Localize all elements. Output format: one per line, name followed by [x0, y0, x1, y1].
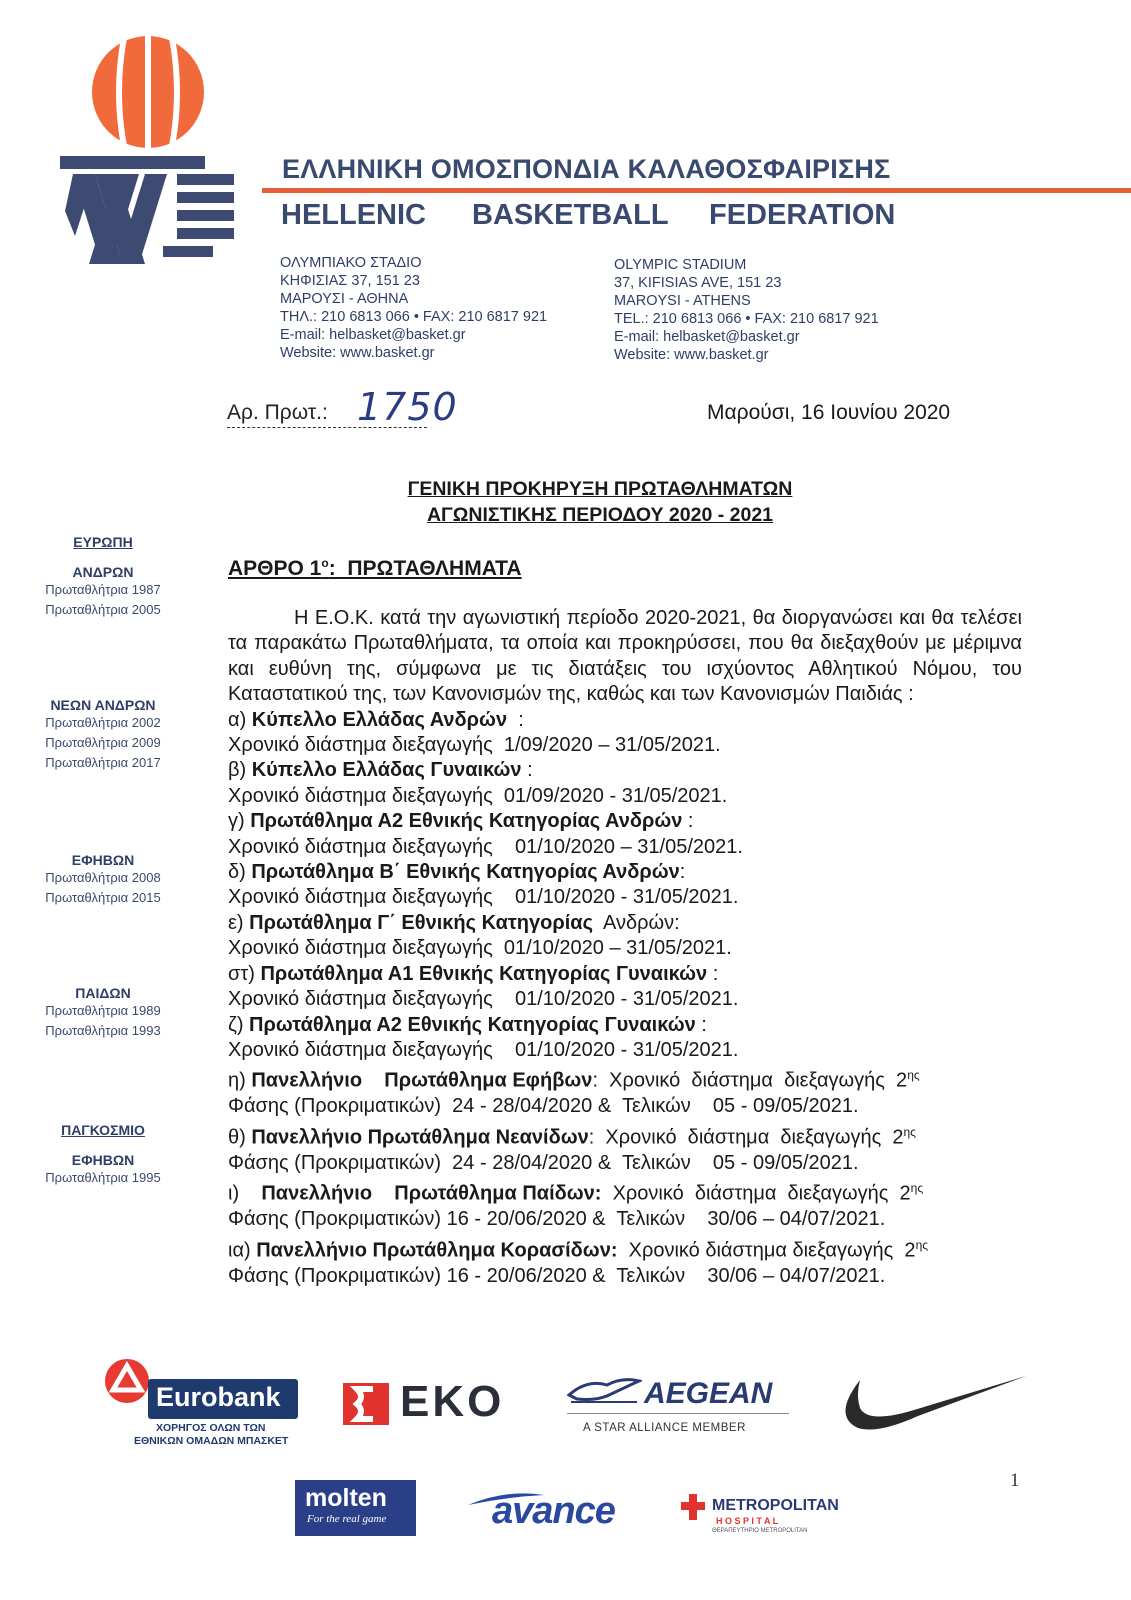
sidebar-cadets [36, 985, 170, 1041]
sidebar-title: Πρωταθλήτρια 2005 [45, 602, 161, 617]
list-item [228, 1013, 1022, 1038]
item-period: Χρονικό διάστημα διεξαγωγής 01/10/2020 – 31/05/2021. [228, 835, 743, 858]
eurobank-name: Eurobank [156, 1382, 281, 1412]
item-period: Χρονικό διάστημα διεξαγωγής 01/10/2020 - 31/05/2021. [228, 886, 739, 909]
item-name: Κύπελλο Ελλάδας Ανδρών [251, 708, 508, 731]
aegean-tagline: A STAR ALLIANCE MEMBER [583, 1422, 746, 1434]
document-title-line2: ΑΓΩΝΙΣΤΙΚΗΣ ΠΕΡΙΟΔΟΥ 2020 - 2021 [426, 504, 774, 526]
sidebar-title: Πρωταθλήτρια 1993 [45, 1023, 161, 1038]
intro-paragraph: Η Ε.Ο.Κ. κατά την αγωνιστική περίοδο 2020-2021, θα διοργανώσει και θα τελέσει τα παρακάτω Πρωταθλήματα, τα οποία και προκηρύσσει, που θα διεξαχθούν με μέριμνα και ευθύνη της, σύμφωνα με τις διατάξεις του ισχύοντος Αθλητικού Νόμου, του Καταστατικού της, των Κανονισμών της, καθώς και των Κανονισμών Παιδιάς : [228, 607, 1022, 706]
item-after: : Χρονικό διάστημα διεξαγωγής 2 [588, 1126, 904, 1149]
item-period: Φάσης (Προκριματικών) 24 - 28/04/2020 & Τελικών 05 - 09/05/2021. [228, 1095, 859, 1118]
sidebar-heading: ΠΑΙΔΩΝ [75, 985, 131, 1001]
sidebar-world [36, 1122, 170, 1188]
address-greek [280, 254, 547, 362]
item-name: Πανελλήνιο Πρωτάθλημα Εφήβων [251, 1069, 593, 1092]
org-name-greek: ΕΛΛΗΝΙΚΗ ΟΜΟΣΠΟΝΔΙΑ ΚΑΛΑΘΟΣΦΑΙΡΙΣΗΣ [282, 154, 891, 184]
article-suffix: : ΠΡΩΤΑΘΛΗΜΑΤΑ [328, 557, 522, 580]
item-prefix: στ) [228, 962, 261, 985]
item-prefix: ζ) [228, 1013, 250, 1036]
item-after: : [521, 759, 533, 782]
item-after: : [682, 810, 694, 833]
item-period: Φάσης (Προκριματικών) 16 - 20/06/2020 & Τελικών 30/06 – 04/07/2021. [228, 1264, 886, 1287]
item-period: Χρονικό διάστημα διεξαγωγής 01/10/2020 - 31/05/2021. [228, 1038, 739, 1061]
sidebar-title: Πρωταθλήτρια 1987 [45, 582, 161, 597]
article-heading [228, 556, 522, 581]
org-name-en-1: HELLENIC [281, 199, 426, 231]
document-title-line1: ΓΕΝΙΚΗ ΠΡΟΚΗΡΥΞΗ ΠΡΩΤΑΘΛΗΜΑΤΩΝ [407, 478, 793, 500]
item-period: Χρονικό διάστημα διεξαγωγής 01/09/2020 - 31/05/2021. [228, 784, 728, 807]
sidebar-title: Πρωταθλήτρια 2008 [45, 870, 161, 885]
metropolitan-name: METROPOLITAN [712, 1497, 839, 1514]
sidebar-title: Πρωταθλήτρια 2015 [45, 890, 161, 905]
list-item [228, 860, 1022, 885]
item-name: Πρωτάθλημα Γ΄ Εθνικής Κατηγορίας [249, 911, 593, 934]
list-item [228, 708, 1022, 733]
item-sup: ης [915, 1237, 929, 1252]
sidebar-heading: ΝΕΩΝ ΑΝΔΡΩΝ [50, 697, 156, 713]
item-sup: ης [903, 1124, 916, 1139]
item-prefix: η) [228, 1069, 252, 1092]
item-name: Πανελλήνιο Πρωτάθλημα Παίδων: [261, 1182, 602, 1205]
address-line: Website: www.basket.gr [280, 345, 435, 361]
date-line: Μαρούσι, 16 Ιουνίου 2020 [707, 401, 951, 424]
molten-logo [295, 1480, 416, 1536]
item-name: Πανελλήνιο Πρωτάθλημα Νεανίδων [251, 1126, 589, 1149]
item-prefix: ι) [228, 1182, 262, 1205]
item-name: Πρωτάθλημα Α2 Εθνικής Κατηγορίας Γυναικών [249, 1013, 696, 1036]
address-line: 37, KIFISIAS AVE, 151 23 [614, 275, 782, 291]
item-prefix: α) [228, 708, 252, 731]
protocol-label: Αρ. Πρωτ.: [227, 401, 328, 424]
eko-name: EKO [400, 1377, 505, 1426]
org-name-en-2: BASKETBALL [472, 199, 669, 231]
metropolitan-cross-icon [681, 1494, 707, 1524]
federation-logo [55, 36, 240, 271]
aegean-bird-icon [567, 1375, 642, 1407]
item-prefix: ια) [228, 1239, 257, 1262]
sidebar-heading: ΕΦΗΒΩΝ [71, 852, 135, 868]
long-list-item [228, 1233, 1022, 1264]
address-line: ΤΗΛ.: 210 6813 066 • FAX: 210 6817 921 [280, 309, 548, 325]
item-after: Χρονικό διάστημα διεξαγωγής 2 [601, 1182, 911, 1205]
molten-tagline: For the real game [307, 1513, 387, 1525]
long-list-item [228, 1063, 1022, 1094]
swoosh-icon [838, 1370, 1028, 1435]
address-line: OLYMPIC STADIUM [614, 257, 747, 273]
sidebar-subheading: ΑΝΔΡΩΝ [72, 564, 134, 580]
long-list-item [228, 1120, 1022, 1151]
sidebar-juniors [36, 852, 170, 908]
eurobank-tagline2: ΕΘΝΙΚΩΝ ΟΜΑΔΩΝ ΜΠΑΣΚΕΤ [134, 1435, 289, 1447]
item-name: Κύπελλο Ελλάδας Γυναικών [251, 759, 522, 782]
eurobank-wordmark-box [148, 1379, 298, 1419]
metropolitan-sub: H O S P I T A L [716, 1516, 779, 1526]
item-prefix: θ) [228, 1126, 252, 1149]
sidebar-title: Πρωταθλήτρια 1989 [45, 1003, 161, 1018]
metropolitan-small: ΘΕΡΑΠΕΥΤΗΡΙΟ METROPOLITAN [712, 1528, 808, 1534]
list-item [228, 911, 1022, 936]
item-sup: ης [907, 1068, 920, 1083]
avance-name: avance [492, 1490, 615, 1532]
sidebar-title: Πρωταθλήτρια 2017 [45, 755, 161, 770]
item-prefix: β) [228, 759, 252, 782]
item-prefix: γ) [228, 810, 251, 833]
eurobank-tagline1: ΧΟΡΗΓΟΣ ΟΛΩΝ ΤΩΝ [156, 1422, 266, 1434]
item-prefix: ε) [228, 911, 250, 934]
list-item [228, 809, 1022, 834]
sidebar-heading: ΕΥΡΩΠΗ [73, 534, 133, 550]
sidebar-young-men [36, 697, 170, 773]
item-period: Φάσης (Προκριματικών) 24 - 28/04/2020 & Τελικών 05 - 09/05/2021. [228, 1151, 859, 1174]
aegean-name: AEGEAN [644, 1377, 773, 1410]
item-after: : [695, 1013, 707, 1036]
article-sup: ο [321, 556, 329, 570]
item-after: : [507, 708, 524, 731]
address-line: MAROYSI - ATHENS [614, 293, 751, 309]
address-line: E-mail: helbasket@basket.gr [280, 327, 466, 343]
address-line: ΟΛΥΜΠΙΑΚΟ ΣΤΑΔΙΟ [280, 255, 422, 271]
page-number: 1 [1010, 1470, 1020, 1491]
sidebar-heading: ΠΑΓΚΟΣΜΙΟ [61, 1122, 145, 1138]
item-name: Πανελλήνιο Πρωτάθλημα Κορασίδων: [256, 1239, 618, 1262]
sidebar-title: Πρωταθλήτρια 2002 [45, 715, 161, 730]
article-prefix: ΑΡΘΡΟ 1 [228, 557, 322, 580]
molten-name: molten [305, 1484, 387, 1512]
address-line: E-mail: helbasket@basket.gr [614, 329, 800, 345]
item-sup: ης [910, 1181, 924, 1196]
sidebar-subheading: ΕΦΗΒΩΝ [71, 1152, 135, 1168]
sidebar-title: Πρωταθλήτρια 2009 [45, 735, 161, 750]
sidebar-title: Πρωταθλήτρια 1995 [45, 1170, 161, 1185]
item-period: Χρονικό διάστημα διεξαγωγής 01/10/2020 - 31/05/2021. [228, 988, 739, 1011]
document-body [228, 606, 1022, 1289]
org-name-en-3: FEDERATION [709, 199, 896, 231]
item-after: : Χρονικό διάστημα διεξαγωγής 2 [592, 1069, 908, 1092]
item-after: : [679, 861, 686, 884]
aegean-divider [567, 1413, 789, 1414]
item-period: Χρονικό διάστημα διεξαγωγής 1/09/2020 – 31/05/2021. [228, 734, 721, 757]
protocol-number: 1750 [357, 385, 458, 429]
header-divider [262, 188, 1131, 193]
address-line: ΚΗΦΙΣΙΑΣ 37, 151 23 [280, 273, 420, 289]
eko-logo-icon [343, 1383, 389, 1425]
long-list-item [228, 1176, 1022, 1207]
sidebar-europe [36, 534, 170, 620]
item-name: Πρωτάθλημα Β΄ Εθνικής Κατηγορίας Ανδρών [251, 861, 680, 884]
item-name: Πρωτάθλημα Α2 Εθνικής Κατηγορίας Ανδρών [250, 810, 683, 833]
protocol-dashed-line [227, 427, 427, 428]
item-after: Χρονικό διάστημα διεξαγωγής 2 [617, 1239, 916, 1262]
list-item [228, 758, 1022, 783]
item-name: Πρωτάθλημα Α1 Εθνικής Κατηγορίας Γυναικών [260, 962, 708, 985]
item-period: Χρονικό διάστημα διεξαγωγής 01/10/2020 – 31/05/2021. [228, 937, 732, 960]
item-period: Φάσης (Προκριματικών) 16 - 20/06/2020 & Τελικών 30/06 – 04/07/2021. [228, 1208, 886, 1231]
item-after: : [707, 962, 719, 985]
item-after: Ανδρών: [592, 911, 680, 934]
eurobank-logo-icon [103, 1357, 151, 1405]
list-item [228, 962, 1022, 987]
item-prefix: δ) [228, 861, 252, 884]
address-line: TEL.: 210 6813 066 • FAX: 210 6817 921 [614, 311, 879, 327]
address-english [614, 256, 879, 364]
address-line: ΜΑΡΟΥΣΙ - ΑΘΗΝΑ [280, 291, 409, 307]
address-line: Website: www.basket.gr [614, 347, 769, 363]
